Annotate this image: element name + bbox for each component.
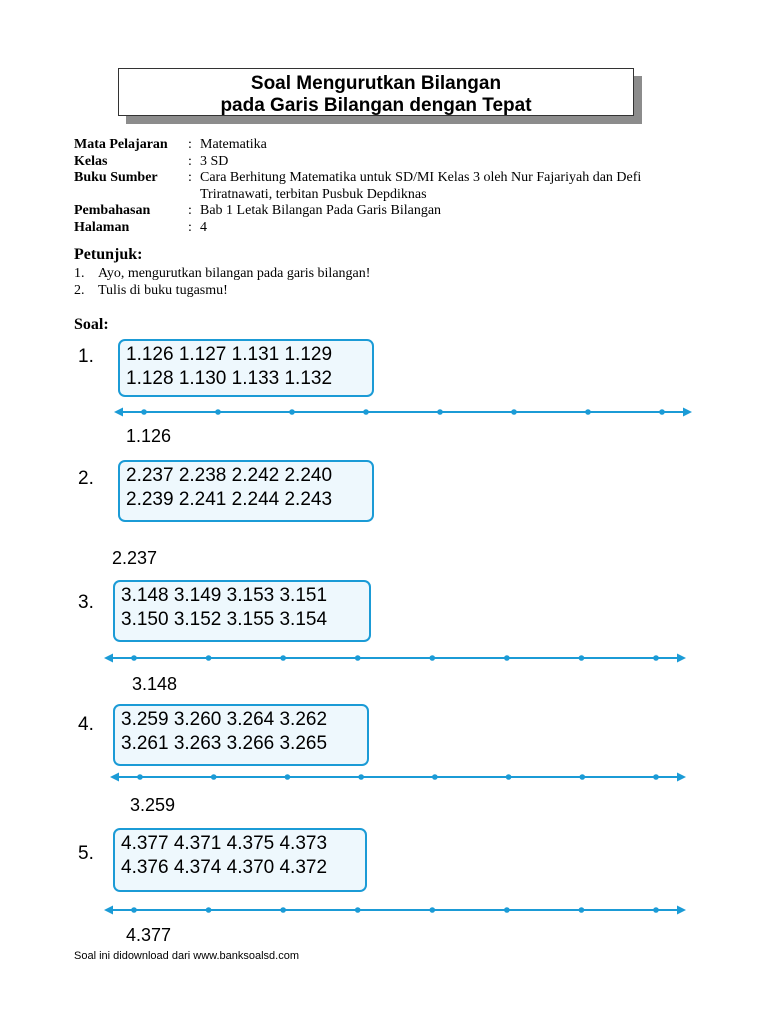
number-line-tick bbox=[206, 655, 212, 661]
start-number: 3.148 bbox=[132, 674, 178, 694]
number-line-tick bbox=[131, 907, 137, 913]
meta-separator: : bbox=[188, 153, 192, 169]
number-line-tick bbox=[504, 655, 510, 661]
instructions-list bbox=[74, 265, 370, 299]
number-line-tick bbox=[355, 907, 361, 913]
meta-key: Pembahasan bbox=[74, 203, 151, 218]
meta-separator: : bbox=[188, 137, 192, 152]
number-line-tick bbox=[280, 907, 286, 913]
numbers-box bbox=[118, 460, 374, 522]
number-line-tick bbox=[429, 907, 435, 913]
number-line-tick bbox=[579, 907, 585, 913]
instructions-heading: Petunjuk: bbox=[74, 246, 143, 263]
instruction-text: Tulis di buku tugasmu! bbox=[98, 283, 228, 298]
meta-value: 4 bbox=[200, 219, 207, 235]
question-number: 5. bbox=[78, 843, 94, 864]
questions-heading: Soal: bbox=[74, 316, 109, 333]
meta-row bbox=[74, 220, 714, 237]
number-line-tick bbox=[137, 774, 143, 780]
number-line-tick bbox=[579, 774, 585, 780]
numbers-box bbox=[113, 580, 371, 642]
meta-row bbox=[74, 170, 714, 203]
meta-row bbox=[74, 154, 714, 171]
instruction-text: Ayo, mengurutkan bilangan pada garis bilangan! bbox=[98, 266, 371, 281]
arrow-left-icon bbox=[114, 408, 123, 417]
meta-row bbox=[74, 203, 714, 220]
start-number: 1.126 bbox=[126, 426, 172, 446]
arrow-right-icon bbox=[677, 773, 686, 782]
number-line bbox=[108, 767, 688, 787]
number-line bbox=[112, 402, 694, 422]
meta-key: Kelas bbox=[74, 153, 108, 169]
title-line-2: pada Garis Bilangan dengan Tepat bbox=[220, 95, 532, 116]
numbers-row: 3.261 3.263 3.266 3.265 bbox=[121, 733, 328, 754]
number-line-tick bbox=[653, 655, 659, 661]
numbers-row: 4.377 4.371 4.375 4.373 bbox=[121, 833, 328, 854]
meta-value: Cara Berhitung Matematika untuk SD/MI Kelas 3 oleh Nur Fajariyah dan Defi Triratnawati, terbitan Pusbuk Depdiknas bbox=[200, 170, 642, 202]
number-line-tick bbox=[579, 655, 585, 661]
number-line-tick bbox=[653, 774, 659, 780]
number-line-tick bbox=[211, 774, 217, 780]
meta-key: Buku Sumber bbox=[74, 170, 158, 185]
numbers-row: 3.148 3.149 3.153 3.151 bbox=[121, 585, 328, 606]
numbers-row: 1.126 1.127 1.131 1.129 bbox=[126, 344, 333, 365]
arrow-left-icon bbox=[110, 773, 119, 782]
numbers-row: 4.376 4.374 4.370 4.372 bbox=[121, 857, 328, 878]
arrow-right-icon bbox=[677, 906, 686, 915]
number-line bbox=[102, 900, 688, 920]
number-line-tick bbox=[206, 907, 212, 913]
start-number: 4.377 bbox=[126, 925, 172, 945]
numbers-row: 3.259 3.260 3.264 3.262 bbox=[121, 709, 328, 730]
numbers-box bbox=[118, 339, 374, 397]
meta-value: 3 SD bbox=[200, 153, 229, 169]
number-line-tick bbox=[358, 774, 364, 780]
meta-separator: : bbox=[188, 170, 192, 185]
instruction-item bbox=[74, 282, 370, 299]
number-line-tick bbox=[289, 409, 295, 415]
arrow-right-icon bbox=[677, 654, 686, 663]
number-line-tick bbox=[215, 409, 221, 415]
meta-key: Mata Pelajaran bbox=[74, 137, 168, 152]
number-line-tick bbox=[506, 774, 512, 780]
number-line-tick bbox=[285, 774, 291, 780]
number-line-tick bbox=[511, 409, 517, 415]
number-line-tick bbox=[585, 409, 591, 415]
number-line-tick bbox=[280, 655, 286, 661]
arrow-left-icon bbox=[104, 906, 113, 915]
instruction-item bbox=[74, 265, 370, 282]
footer-source: Soal ini didownload dari www.banksoalsd.com bbox=[74, 950, 300, 962]
numbers-box bbox=[113, 828, 367, 892]
numbers-row: 3.150 3.152 3.155 3.154 bbox=[121, 609, 328, 630]
question-number: 1. bbox=[78, 346, 94, 367]
number-line-tick bbox=[432, 774, 438, 780]
numbers-row: 1.128 1.130 1.133 1.132 bbox=[126, 368, 333, 389]
numbers-row: 2.239 2.241 2.244 2.243 bbox=[126, 489, 333, 510]
numbers-box bbox=[113, 704, 369, 766]
title-box bbox=[118, 68, 634, 116]
number-line-tick bbox=[504, 907, 510, 913]
number-line-tick bbox=[141, 409, 147, 415]
meta-row bbox=[74, 137, 714, 154]
meta-info bbox=[74, 137, 714, 236]
number-line-tick bbox=[355, 655, 361, 661]
number-line bbox=[102, 648, 688, 668]
meta-separator: : bbox=[188, 203, 192, 218]
number-line-tick bbox=[429, 655, 435, 661]
meta-separator: : bbox=[188, 219, 192, 235]
arrow-right-icon bbox=[683, 408, 692, 417]
question-number: 3. bbox=[78, 592, 94, 613]
start-number: 2.237 bbox=[112, 548, 158, 568]
arrow-left-icon bbox=[104, 654, 113, 663]
number-line-tick bbox=[653, 907, 659, 913]
number-line-tick bbox=[131, 655, 137, 661]
meta-value: Matematika bbox=[200, 137, 267, 152]
start-number: 3.259 bbox=[130, 795, 176, 815]
title-line-1: Soal Mengurutkan Bilangan bbox=[250, 73, 502, 94]
number-line-tick bbox=[437, 409, 443, 415]
question-number: 2. bbox=[78, 468, 94, 489]
instruction-number: 1. bbox=[74, 266, 85, 281]
instruction-number: 2. bbox=[74, 283, 85, 298]
meta-key: Halaman bbox=[74, 219, 130, 235]
meta-value: Bab 1 Letak Bilangan Pada Garis Bilangan bbox=[200, 203, 442, 218]
number-line-tick bbox=[363, 409, 369, 415]
number-line-tick bbox=[659, 409, 665, 415]
numbers-row: 2.237 2.238 2.242 2.240 bbox=[126, 465, 333, 486]
question-number: 4. bbox=[78, 714, 94, 735]
